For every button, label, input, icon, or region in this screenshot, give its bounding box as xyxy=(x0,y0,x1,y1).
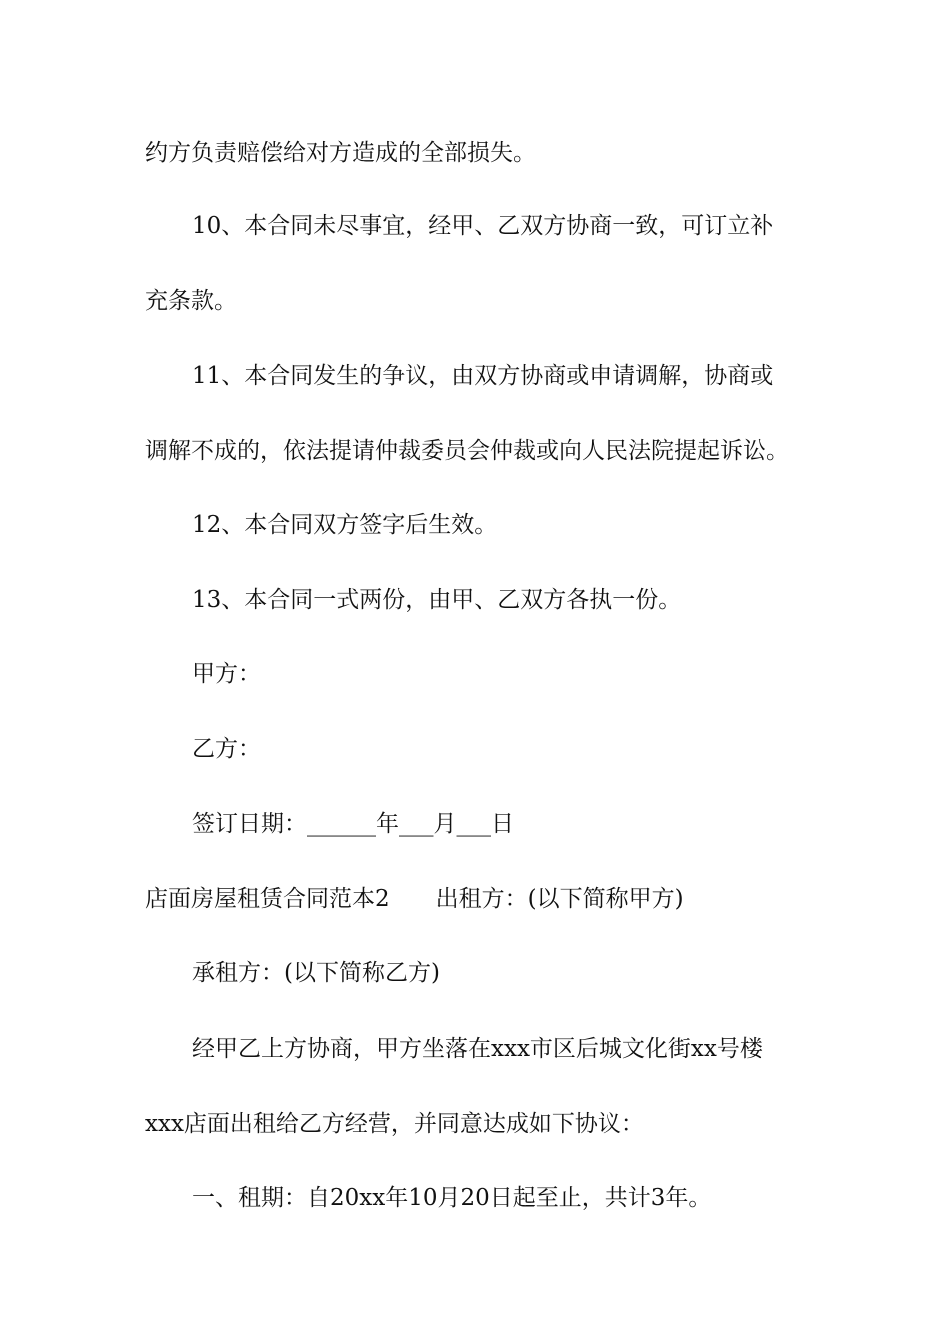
lease-term-line: 一、租期：自20xx年10月20日起至止，共计3年。 xyxy=(192,1185,712,1211)
clause-12: 12、本合同双方签字后生效。 xyxy=(192,512,498,538)
clause-11-line-1: 11、本合同发生的争议，由双方协商或申请调解，协商或 xyxy=(192,363,774,389)
party-b-label: 乙方： xyxy=(192,736,261,762)
clause-10-line-1: 10、本合同未尽事宜，经甲、乙双方协商一致，可订立补 xyxy=(192,213,774,239)
clause-10-line-2: 充条款。 xyxy=(145,288,237,314)
agreement-line-1: 经甲乙上方协商，甲方坐落在xxx市区后城文化街xx号楼 xyxy=(192,1036,763,1062)
signing-date: 签订日期：______年___月___日 xyxy=(192,811,514,837)
agreement-line-2: xxx店面出租给乙方经营，并同意达成如下协议： xyxy=(145,1111,644,1137)
party-a-label: 甲方： xyxy=(192,661,261,687)
text-line-1: 约方负责赔偿给对方造成的全部损失。 xyxy=(145,140,536,166)
clause-13: 13、本合同一式两份，由甲、乙双方各执一份。 xyxy=(192,587,682,613)
contract-2-title-line: 店面房屋租赁合同范本2 出租方：(以下简称甲方) xyxy=(145,886,684,912)
lessee-line: 承租方：(以下简称乙方) xyxy=(192,960,440,986)
clause-11-line-2: 调解不成的，依法提请仲裁委员会仲裁或向人民法院提起诉讼。 xyxy=(145,438,789,464)
